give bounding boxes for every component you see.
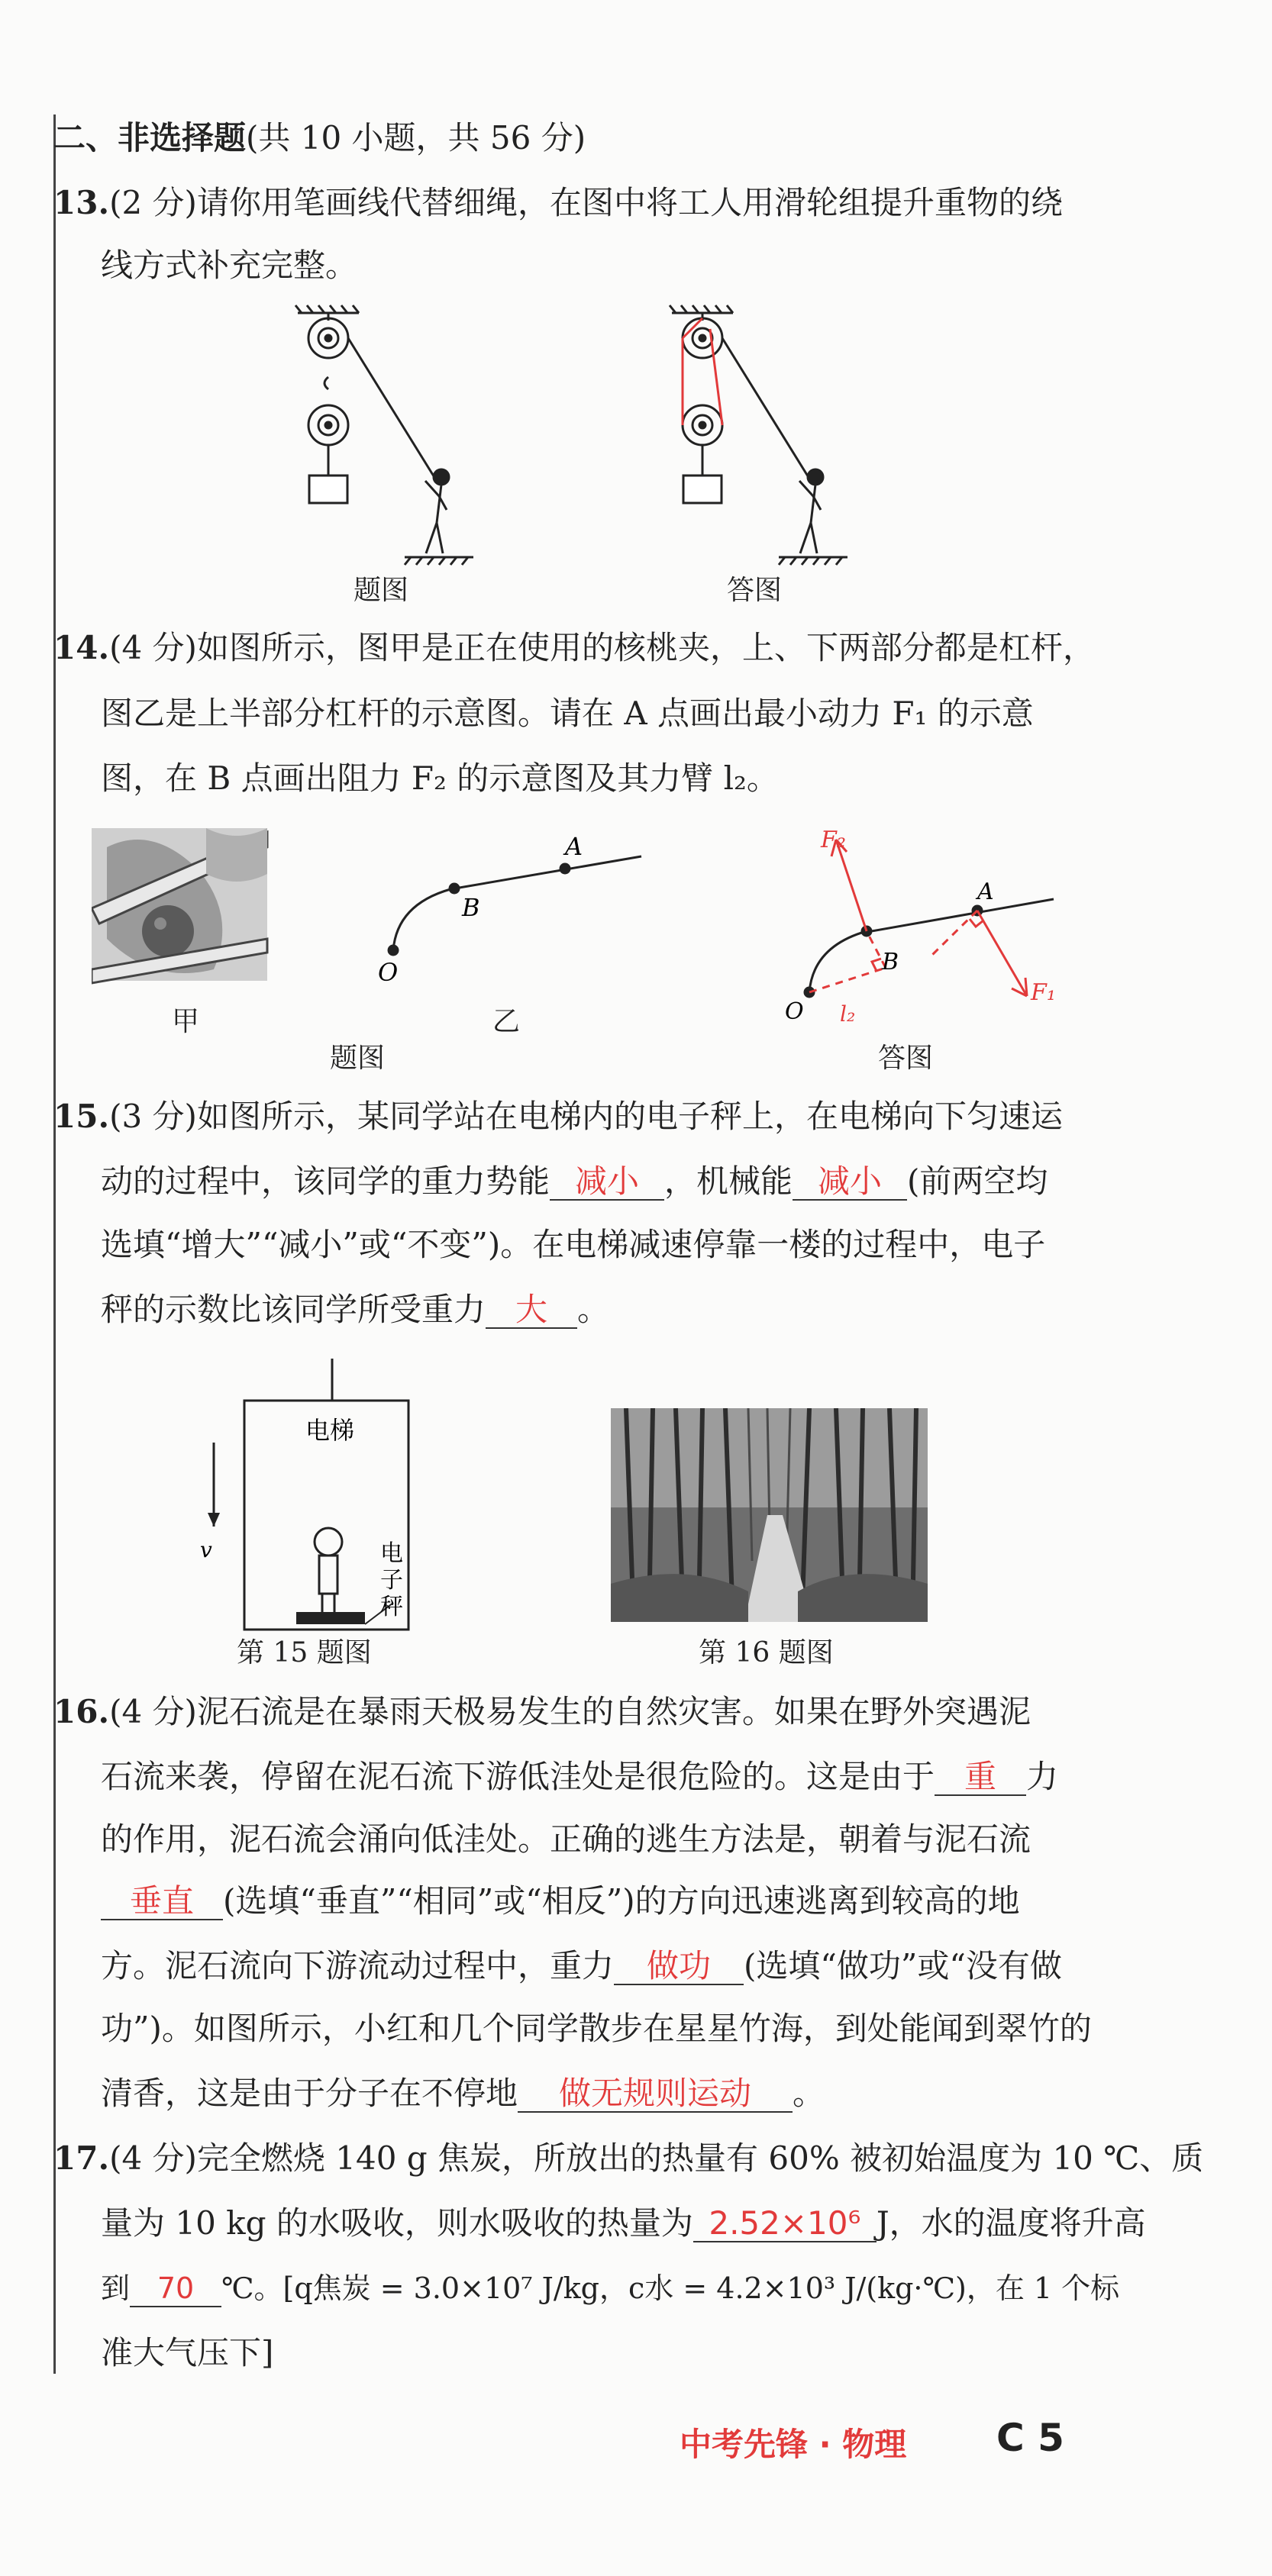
q14-caption-answer: 答图 (878, 1043, 934, 1074)
q17-blank-1[interactable]: 2.52×10⁶ (693, 2206, 877, 2242)
q16-blank-2[interactable]: 垂直 (101, 1884, 223, 1920)
q14-label-l2: l₂ (840, 1001, 856, 1027)
q15-blank-3[interactable]: 大 (486, 1292, 577, 1329)
q13-caption-answer: 答图 (727, 575, 783, 606)
q14-score: (4 分) (109, 629, 197, 666)
q14-line1: 14.(4 分)如图所示，图甲是正在使用的核桃夹，上、下两部分都是杠杆， (53, 629, 1095, 666)
q16-line7: 清香，这是由于分子在不停地 做无规则运动 。 (101, 2075, 825, 2112)
q14-line2: 图乙是上半部分杠杆的示意图。请在 A 点画出最小动力 F₁ 的示意 (101, 695, 1034, 732)
q16-line4: 垂直 (选填“垂直”“相同”或“相反”)的方向迅速逃离到较高的地 (101, 1884, 1020, 1920)
q15-line4: 秤的示数比该同学所受重力 大 。 (101, 1291, 610, 1328)
q15-score: (3 分) (109, 1098, 197, 1135)
q14-label-A: A (565, 832, 583, 861)
margin-line (53, 114, 56, 2374)
nutcracker-photo (92, 828, 267, 983)
q16-blank-4[interactable]: 做无规则运动 (518, 2076, 793, 2113)
q14-caption-jia: 甲 (172, 1006, 200, 1037)
svg-text:子: 子 (380, 1567, 403, 1594)
q14-caption-problem: 题图 (330, 1043, 386, 1074)
q17-score: (4 分) (109, 2139, 197, 2177)
q14-answer-label-O: O (785, 998, 804, 1025)
q13-problem-diagram (295, 305, 473, 565)
q14-line3: 图，在 B 点画出阻力 F₂ 的示意图及其力臂 l₂。 (101, 759, 779, 797)
footer-brand: 中考先锋 · 物理 (680, 2426, 907, 2463)
q17-blank-2[interactable]: 70 (130, 2271, 221, 2307)
q15-blank-1[interactable]: 减小 (550, 1164, 664, 1201)
q15-caption: 第 15 题图 (237, 1637, 372, 1668)
q17-line4: 准大气压下] (101, 2334, 274, 2371)
q17-number: 17. (53, 2139, 110, 2177)
q13-number: 13. (53, 184, 110, 221)
q17-line3: 到 70 ℃。[q焦炭 = 3.0×10⁷ J/kg，c水 = 4.2×10³ J/(kg·℃)，在 1 个标 (101, 2271, 1119, 2307)
q16-line5: 方。泥石流向下游流动过程中，重力 做功 (选填“做功”或“没有做 (101, 1947, 1062, 1984)
q17-line1: 17.(4 分)完全燃烧 140 g 焦炭，所放出的热量有 60% 被初始温度为 10 ℃、质 (53, 2139, 1204, 2177)
q16-blank-3[interactable]: 做功 (614, 1949, 744, 1985)
q15-elevator-figure (191, 1359, 435, 1633)
section-header (53, 121, 586, 156)
q16-line3: 的作用，泥石流会涌向低洼处。正确的逃生方法是，朝着与泥石流 (101, 1820, 1031, 1858)
q14-label-F2: F₂ (821, 827, 846, 853)
q15-line2: 动的过程中，该同学的重力势能 减小 ，机械能 减小 (前两空均 (101, 1162, 1048, 1200)
q16-number: 16. (53, 1693, 110, 1730)
section-title: 二、非选择题 (53, 119, 247, 156)
q14-answer-label-A: A (977, 879, 994, 905)
q13-line1: 13.(2 分)请你用笔画线代替细绳，在图中将工人用滑轮组提升重物的绕 (53, 184, 1063, 221)
q17-line2: 量为 10 kg 的水吸收，则水吸收的热量为 2.52×10⁶ J，水的温度将升高 (101, 2204, 1146, 2242)
q16-line1: 16.(4 分)泥石流是在暴雨天极易发生的自然灾害。如果在野外突遇泥 (53, 1693, 1031, 1730)
q15-blank-2[interactable]: 减小 (793, 1164, 907, 1201)
q13-score: (2 分) (109, 184, 197, 221)
q15-line3: 选填“增大”“减小”或“不变”)。在电梯减速停靠一楼的过程中，电子 (101, 1226, 1046, 1263)
q14-caption-yi: 乙 (492, 1006, 521, 1037)
q15-number: 15. (53, 1098, 110, 1135)
q16-line2: 石流来袭，停留在泥石流下游低洼处是很危险的。这是由于 重 力 (101, 1758, 1059, 1795)
q14-label-O: O (378, 958, 399, 987)
q14-figure (92, 817, 1084, 1046)
q14-lever-diagram (389, 856, 641, 955)
svg-text:秤: 秤 (380, 1594, 403, 1620)
q14-label-F1: F₁ (1031, 979, 1056, 1006)
footer-page-number: C 5 (996, 2416, 1064, 2460)
q13-answer-diagram (670, 305, 847, 565)
q14-answer-label-B: B (882, 949, 899, 975)
q13-figure (275, 301, 847, 607)
q14-label-B: B (462, 893, 480, 922)
section-note: (共 10 小题，共 56 分) (246, 119, 586, 156)
q13-line2: 线方式补充完整。 (101, 247, 358, 284)
q16-score: (4 分) (109, 1693, 197, 1730)
q16-blank-1[interactable]: 重 (935, 1759, 1026, 1796)
q14-number: 14. (53, 629, 110, 666)
q15-line1: 15.(3 分)如图所示，某同学站在电梯内的电子秤上，在电梯向下匀速运 (53, 1098, 1063, 1135)
velocity-label: v (200, 1537, 212, 1562)
q16-caption: 第 16 题图 (699, 1637, 834, 1668)
q14-answer-diagram (805, 840, 1054, 997)
elevator-label: 电梯 (305, 1416, 355, 1445)
svg-text:电: 电 (380, 1540, 403, 1567)
bamboo-forest-photo (611, 1408, 928, 1622)
q13-caption-problem: 题图 (354, 575, 409, 606)
q16-line6: 功”)。如图所示，小红和几个同学散步在星星竹海，到处能闻到翠竹的 (101, 2010, 1092, 2047)
